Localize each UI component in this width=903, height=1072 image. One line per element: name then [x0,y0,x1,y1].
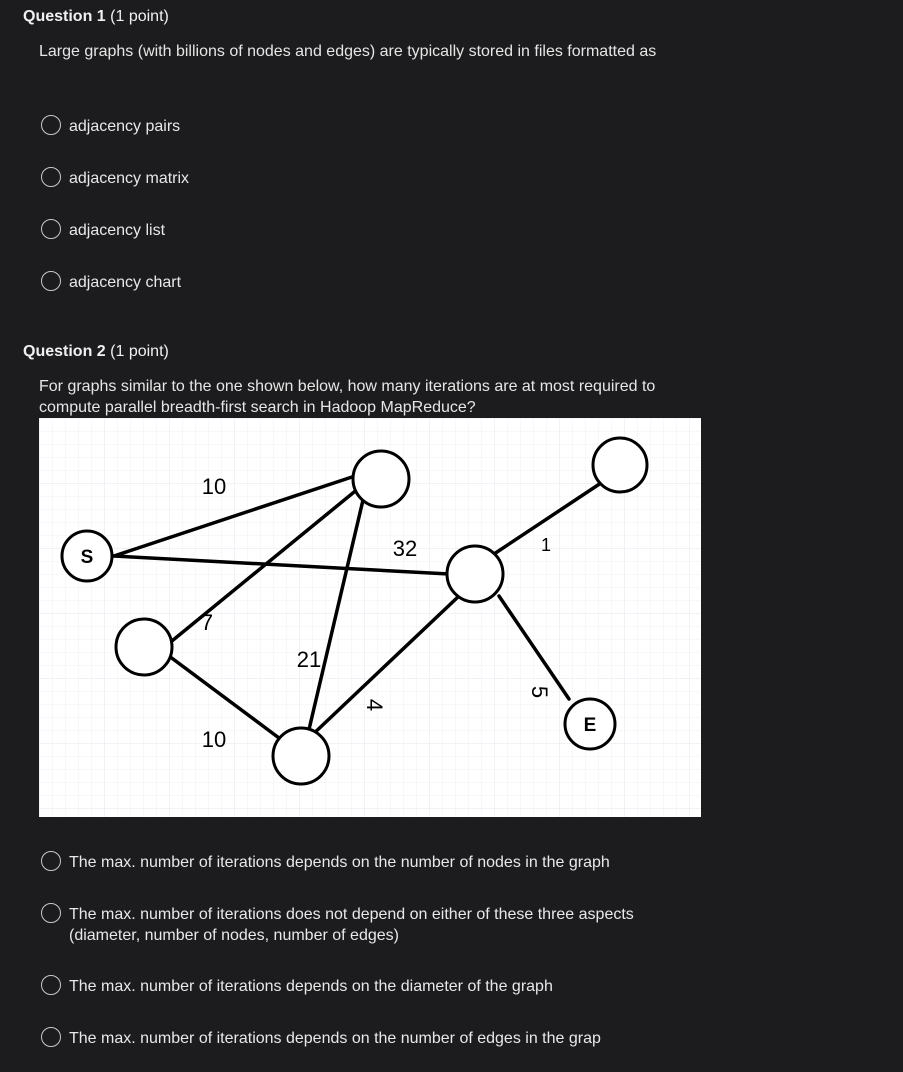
option-label: adjacency matrix [69,170,190,187]
node-mid [447,546,503,602]
question-1-number: Question 1 [23,8,106,25]
q1-option-adjacency-pairs[interactable] [41,116,180,137]
q2-option-no-dependence[interactable] [41,904,699,946]
weight-mid-e: 5 [527,685,552,699]
weight-s-top: 10 [201,474,227,499]
option-label: adjacency chart [69,274,182,291]
weight-s-mid: 32 [392,536,418,561]
question-1-prompt: Large graphs (with billions of nodes and edges) are typically stored in files formatted as [39,43,657,60]
option-label: adjacency list [69,222,166,239]
option-label: adjacency pairs [69,118,181,135]
question-2-heading [23,343,169,361]
question-2-points: (1 point) [110,343,169,360]
radio-button[interactable] [41,167,61,187]
radio-button[interactable] [41,1027,61,1047]
option-label: The max. number of iterations does not depend on either of these three aspects (diameter, number of nodes, number of edges) [69,906,634,944]
option-label: The max. number of iterations depends on the number of edges in the grap [69,1030,601,1047]
node-top-right [593,438,647,492]
node-bottom [273,728,329,784]
radio-button[interactable] [41,115,61,135]
radio-button[interactable] [41,903,61,923]
question-1-heading [23,8,169,26]
question-1-points: (1 point) [110,8,169,25]
weight-bottom-top: 21 [296,647,322,672]
radio-button[interactable] [41,219,61,239]
graph-diagram [39,418,701,817]
radio-button[interactable] [41,851,61,871]
weight-bottom-mid: 4 [362,698,387,712]
option-label: The max. number of iterations depends on the number of nodes in the graph [69,854,610,871]
q2-option-number-of-nodes[interactable] [41,852,610,873]
radio-button[interactable] [41,975,61,995]
q2-option-diameter[interactable] [41,976,553,997]
q2-option-number-of-edges[interactable] [41,1028,601,1049]
node-label-s: S [80,547,94,568]
q1-option-adjacency-matrix[interactable] [41,168,189,189]
node-top [353,451,409,507]
node-label-e: E [583,715,597,736]
q1-option-adjacency-list[interactable] [41,220,165,241]
graph-figure [39,418,701,817]
weight-left-bottom: 10 [201,727,227,752]
weight-left-top: 7 [200,610,214,635]
option-label: The max. number of iterations depends on the diameter of the graph [69,978,553,995]
question-2-number: Question 2 [23,343,106,360]
node-left [116,619,172,675]
question-2-prompt: For graphs similar to the one shown below, how many iterations are at most required to compute parallel breadth-first search in Hadoop MapReduce? [39,378,656,416]
weight-mid-topright: 1 [540,535,552,555]
q1-option-adjacency-chart[interactable] [41,272,181,293]
radio-button[interactable] [41,271,61,291]
